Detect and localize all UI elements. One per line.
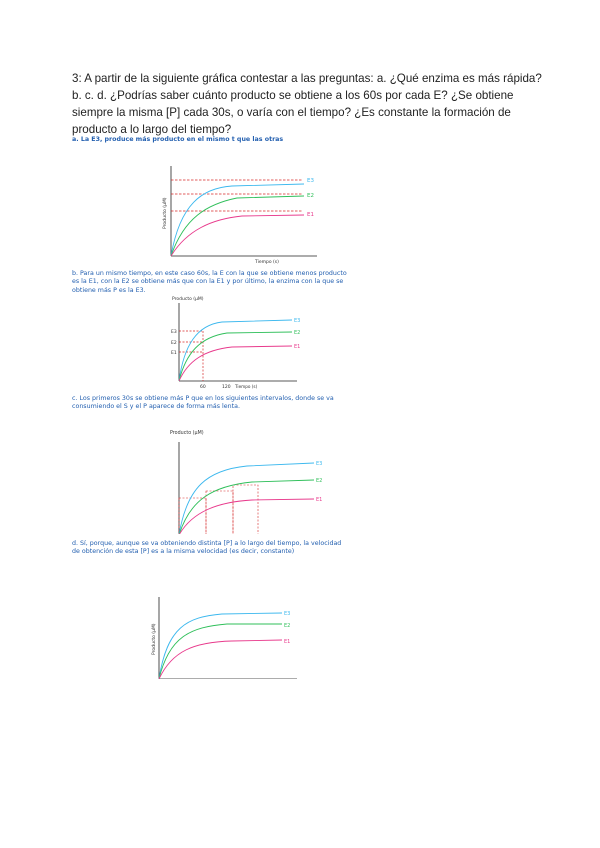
curve-e3 <box>179 463 314 534</box>
panel-a-graph <box>72 144 377 264</box>
x-axis-label: Tiempo (s) <box>255 260 279 265</box>
curve-e2 <box>179 480 314 534</box>
y-label-e1: E1 <box>171 351 177 357</box>
x-axis-label: Tiempo (s) <box>235 384 258 390</box>
label-e3: E3 <box>307 178 314 185</box>
panel-c-graph <box>72 412 377 534</box>
tick-120: 120 <box>222 385 231 391</box>
label-e2: E2 <box>307 193 314 200</box>
question-line-1: 3: A partir de la siguiente gráfica contestar a las preguntas: a. ¿Qué enzima es más rápida? <box>72 72 542 85</box>
tick-60: 60 <box>200 385 206 391</box>
curve-e3 <box>179 320 292 381</box>
panel-a-caption: a. La E3, produce más producto en el mismo t que las otras <box>72 136 284 143</box>
label-e2: E2 <box>316 477 323 484</box>
question-line-3: siempre la misma [P] cada 30s, o varía con el tiempo? ¿Es constante la formación de <box>72 106 511 119</box>
y-axis-label: Producto (µM) <box>163 197 168 230</box>
y-label-e3: E3 <box>171 330 177 336</box>
panel-d-graph <box>72 557 377 679</box>
label-e1: E1 <box>294 344 301 351</box>
question-line-2: b. c. d. ¿Podrías saber cuánto producto se obtiene a los 60s por cada E? ¿Se obtiene <box>72 89 514 102</box>
panel-d-caption-2: de obtención de esta [P] es a la misma velocidad (es decir, constante) <box>72 548 295 556</box>
curve-e1 <box>179 346 292 381</box>
panel-b-caption-1: b. Para un mismo tiempo, en este caso 60s, la E con la que se obtiene menos producto <box>72 270 347 277</box>
y-axis-label: Producto (µM) <box>170 430 204 436</box>
panel-c-caption-1: c. Los primeros 30s se obtiene más P que en los siguientes intervalos, donde se va <box>72 395 334 402</box>
curve-e2 <box>159 624 282 679</box>
label-e1: E1 <box>307 212 314 219</box>
interval-3 <box>233 485 258 534</box>
question-line-4: producto a lo largo del tiempo? <box>72 123 232 136</box>
label-e3: E3 <box>294 318 301 325</box>
panel-b-caption-3: obtiene más P es la E3. <box>72 286 146 294</box>
curve-e1 <box>179 499 314 534</box>
label-e2: E2 <box>294 330 301 337</box>
label-e3: E3 <box>316 460 323 467</box>
panel-d-caption-1: d. Sí, porque, aunque se va obteniendo distinta [P] a lo largo del tiempo, la velocidad <box>72 540 342 547</box>
curve-e2 <box>179 332 292 381</box>
y-label-e2: E2 <box>171 341 177 347</box>
label-e2: E2 <box>284 622 291 629</box>
panel-b <box>72 270 377 392</box>
panel-b-caption-2: es la E1, con la E2 se obtiene más que con la E1 y por último, la enzima con la que se <box>72 278 344 286</box>
panel-a <box>72 136 377 264</box>
label-e1: E1 <box>284 638 291 645</box>
label-e3: E3 <box>284 610 291 617</box>
panel-c <box>72 395 377 535</box>
label-e1: E1 <box>316 496 323 503</box>
panel-b-graph <box>72 295 377 391</box>
curve-e1 <box>159 640 282 679</box>
panel-c-caption-2: consumiendo el S y el P aparece de forma más lenta. <box>72 403 240 411</box>
panel-d <box>72 540 377 670</box>
curve-e3 <box>159 613 282 679</box>
y-axis-label: Producto (µM) <box>152 623 157 655</box>
question-text <box>72 70 542 138</box>
y-axis-label: Producto (µM) <box>172 297 204 303</box>
interval-2 <box>206 491 233 534</box>
curve-e3 <box>171 184 304 256</box>
